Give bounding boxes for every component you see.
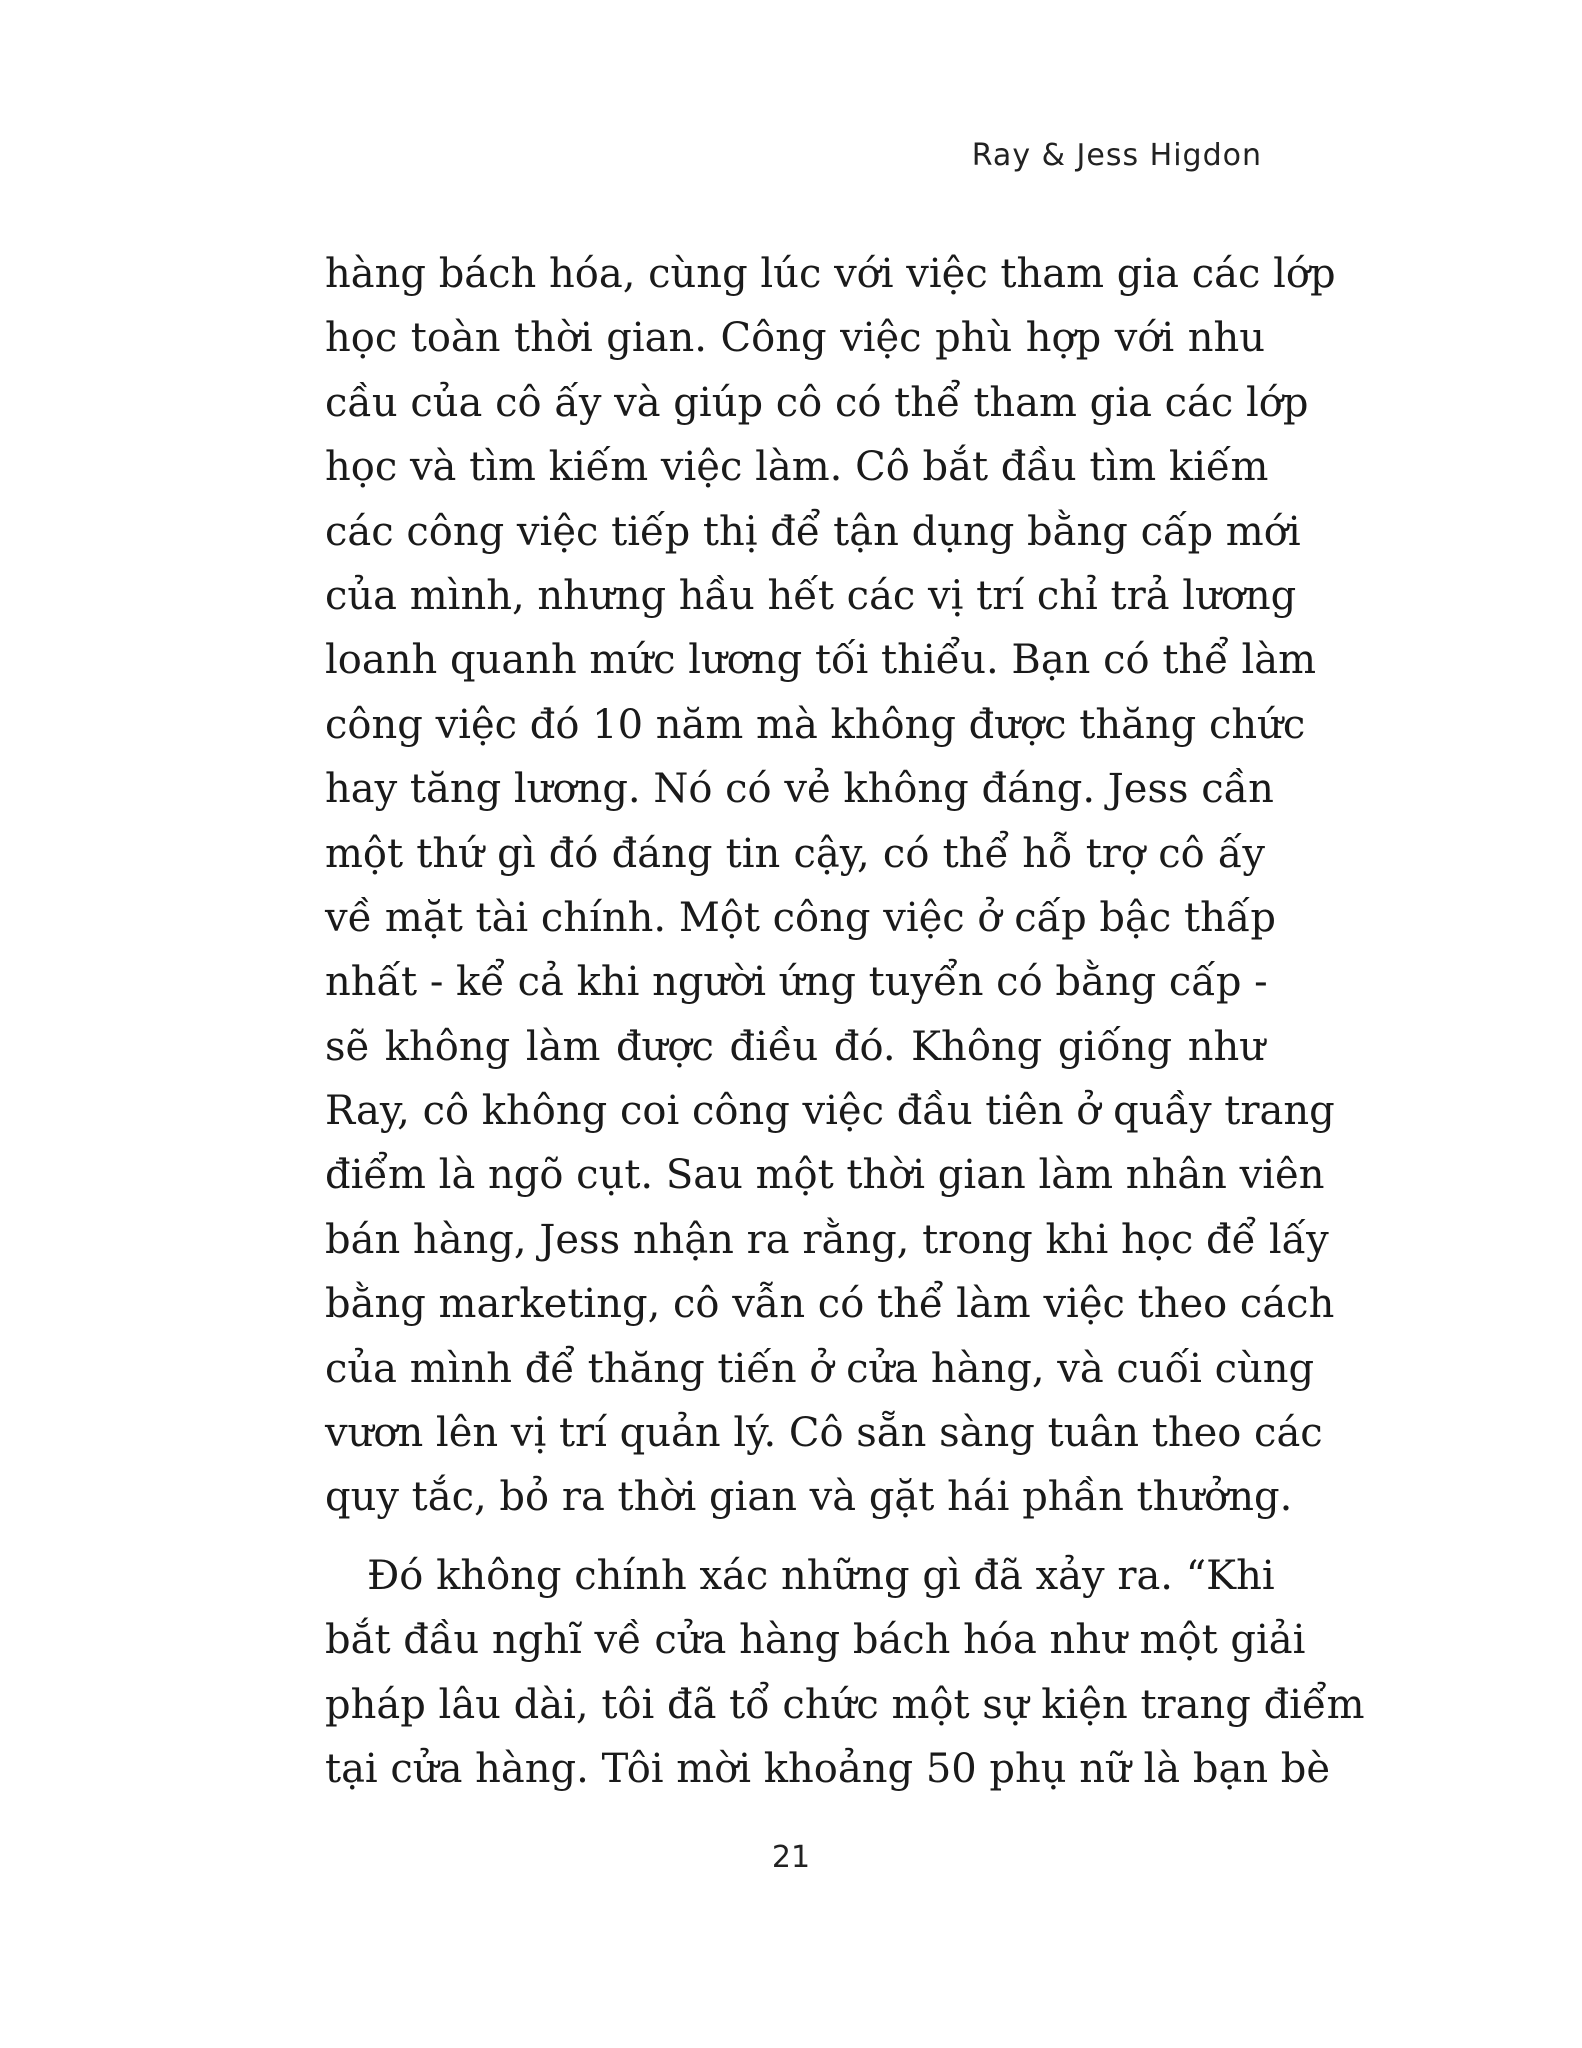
- text-line: về mặt tài chính. Một công việc ở cấp bậc thấp: [325, 894, 1276, 941]
- text-line: bắt đầu nghĩ về cửa hàng bách hóa như một giải: [325, 1617, 1306, 1664]
- text-line: của mình, nhưng hầu hết các vị trí chỉ trả lương: [325, 572, 1297, 619]
- running-header: Ray & Jess Higdon: [971, 138, 1262, 173]
- text-line: pháp lâu dài, tôi đã tổ chức một sự kiện trang điểm: [325, 1681, 1365, 1728]
- text-line: loanh quanh mức lương tối thiểu. Bạn có thể làm: [325, 637, 1317, 684]
- text-line: bằng marketing, cô vẫn có thể làm việc theo cách: [325, 1281, 1335, 1328]
- text-line: hàng bách hóa, cùng lúc với việc tham gia các lớp: [325, 251, 1336, 297]
- paragraph-1: [325, 242, 1336, 1530]
- text-line: vươn lên vị trí quản lý. Cô sẵn sàng tuân theo các: [325, 1410, 1323, 1457]
- text-line: Ray, cô không coi công việc đầu tiên ở quầy trang: [325, 1088, 1335, 1135]
- text-line: của mình để thăng tiến ở cửa hàng, và cuối cùng: [325, 1345, 1315, 1392]
- text-line: bán hàng, Jess nhận ra rằng, trong khi học để lấy: [325, 1216, 1329, 1263]
- text-line: các công việc tiếp thị để tận dụng bằng cấp mới: [325, 508, 1301, 555]
- paragraph-gap: [325, 1530, 1265, 1544]
- paragraph-2: [325, 1544, 1365, 1802]
- text-line: một thứ gì đó đáng tin cậy, có thể hỗ trợ cô ấy: [325, 830, 1265, 877]
- text-line: công việc đó 10 năm mà không được thăng chức: [325, 701, 1306, 748]
- text-line: học và tìm kiếm việc làm. Cô bắt đầu tìm kiếm: [325, 444, 1269, 491]
- text-line: học toàn thời gian. Công việc phù hợp với nhu: [325, 315, 1265, 362]
- page-number: 21: [771, 1840, 811, 1875]
- text-line: cầu của cô ấy và giúp cô có thể tham gia các lớp: [325, 379, 1309, 426]
- text-line: sẽ không làm được điều đó. Không giống như: [325, 1023, 1265, 1070]
- text-line: quy tắc, bỏ ra thời gian và gặt hái phần thưởng.: [325, 1474, 1293, 1521]
- text-line: tại cửa hàng. Tôi mời khoảng 50 phụ nữ là bạn bè: [325, 1745, 1331, 1792]
- text-line: điểm là ngõ cụt. Sau một thời gian làm nhân viên: [325, 1152, 1325, 1199]
- body-text: [325, 242, 1365, 1801]
- text-line: nhất - kể cả khi người ứng tuyển có bằng cấp -: [325, 959, 1268, 1006]
- text-line: Đó không chính xác những gì đã xảy ra. “Khi: [367, 1552, 1275, 1599]
- text-line: hay tăng lương. Nó có vẻ không đáng. Jess cần: [325, 766, 1274, 813]
